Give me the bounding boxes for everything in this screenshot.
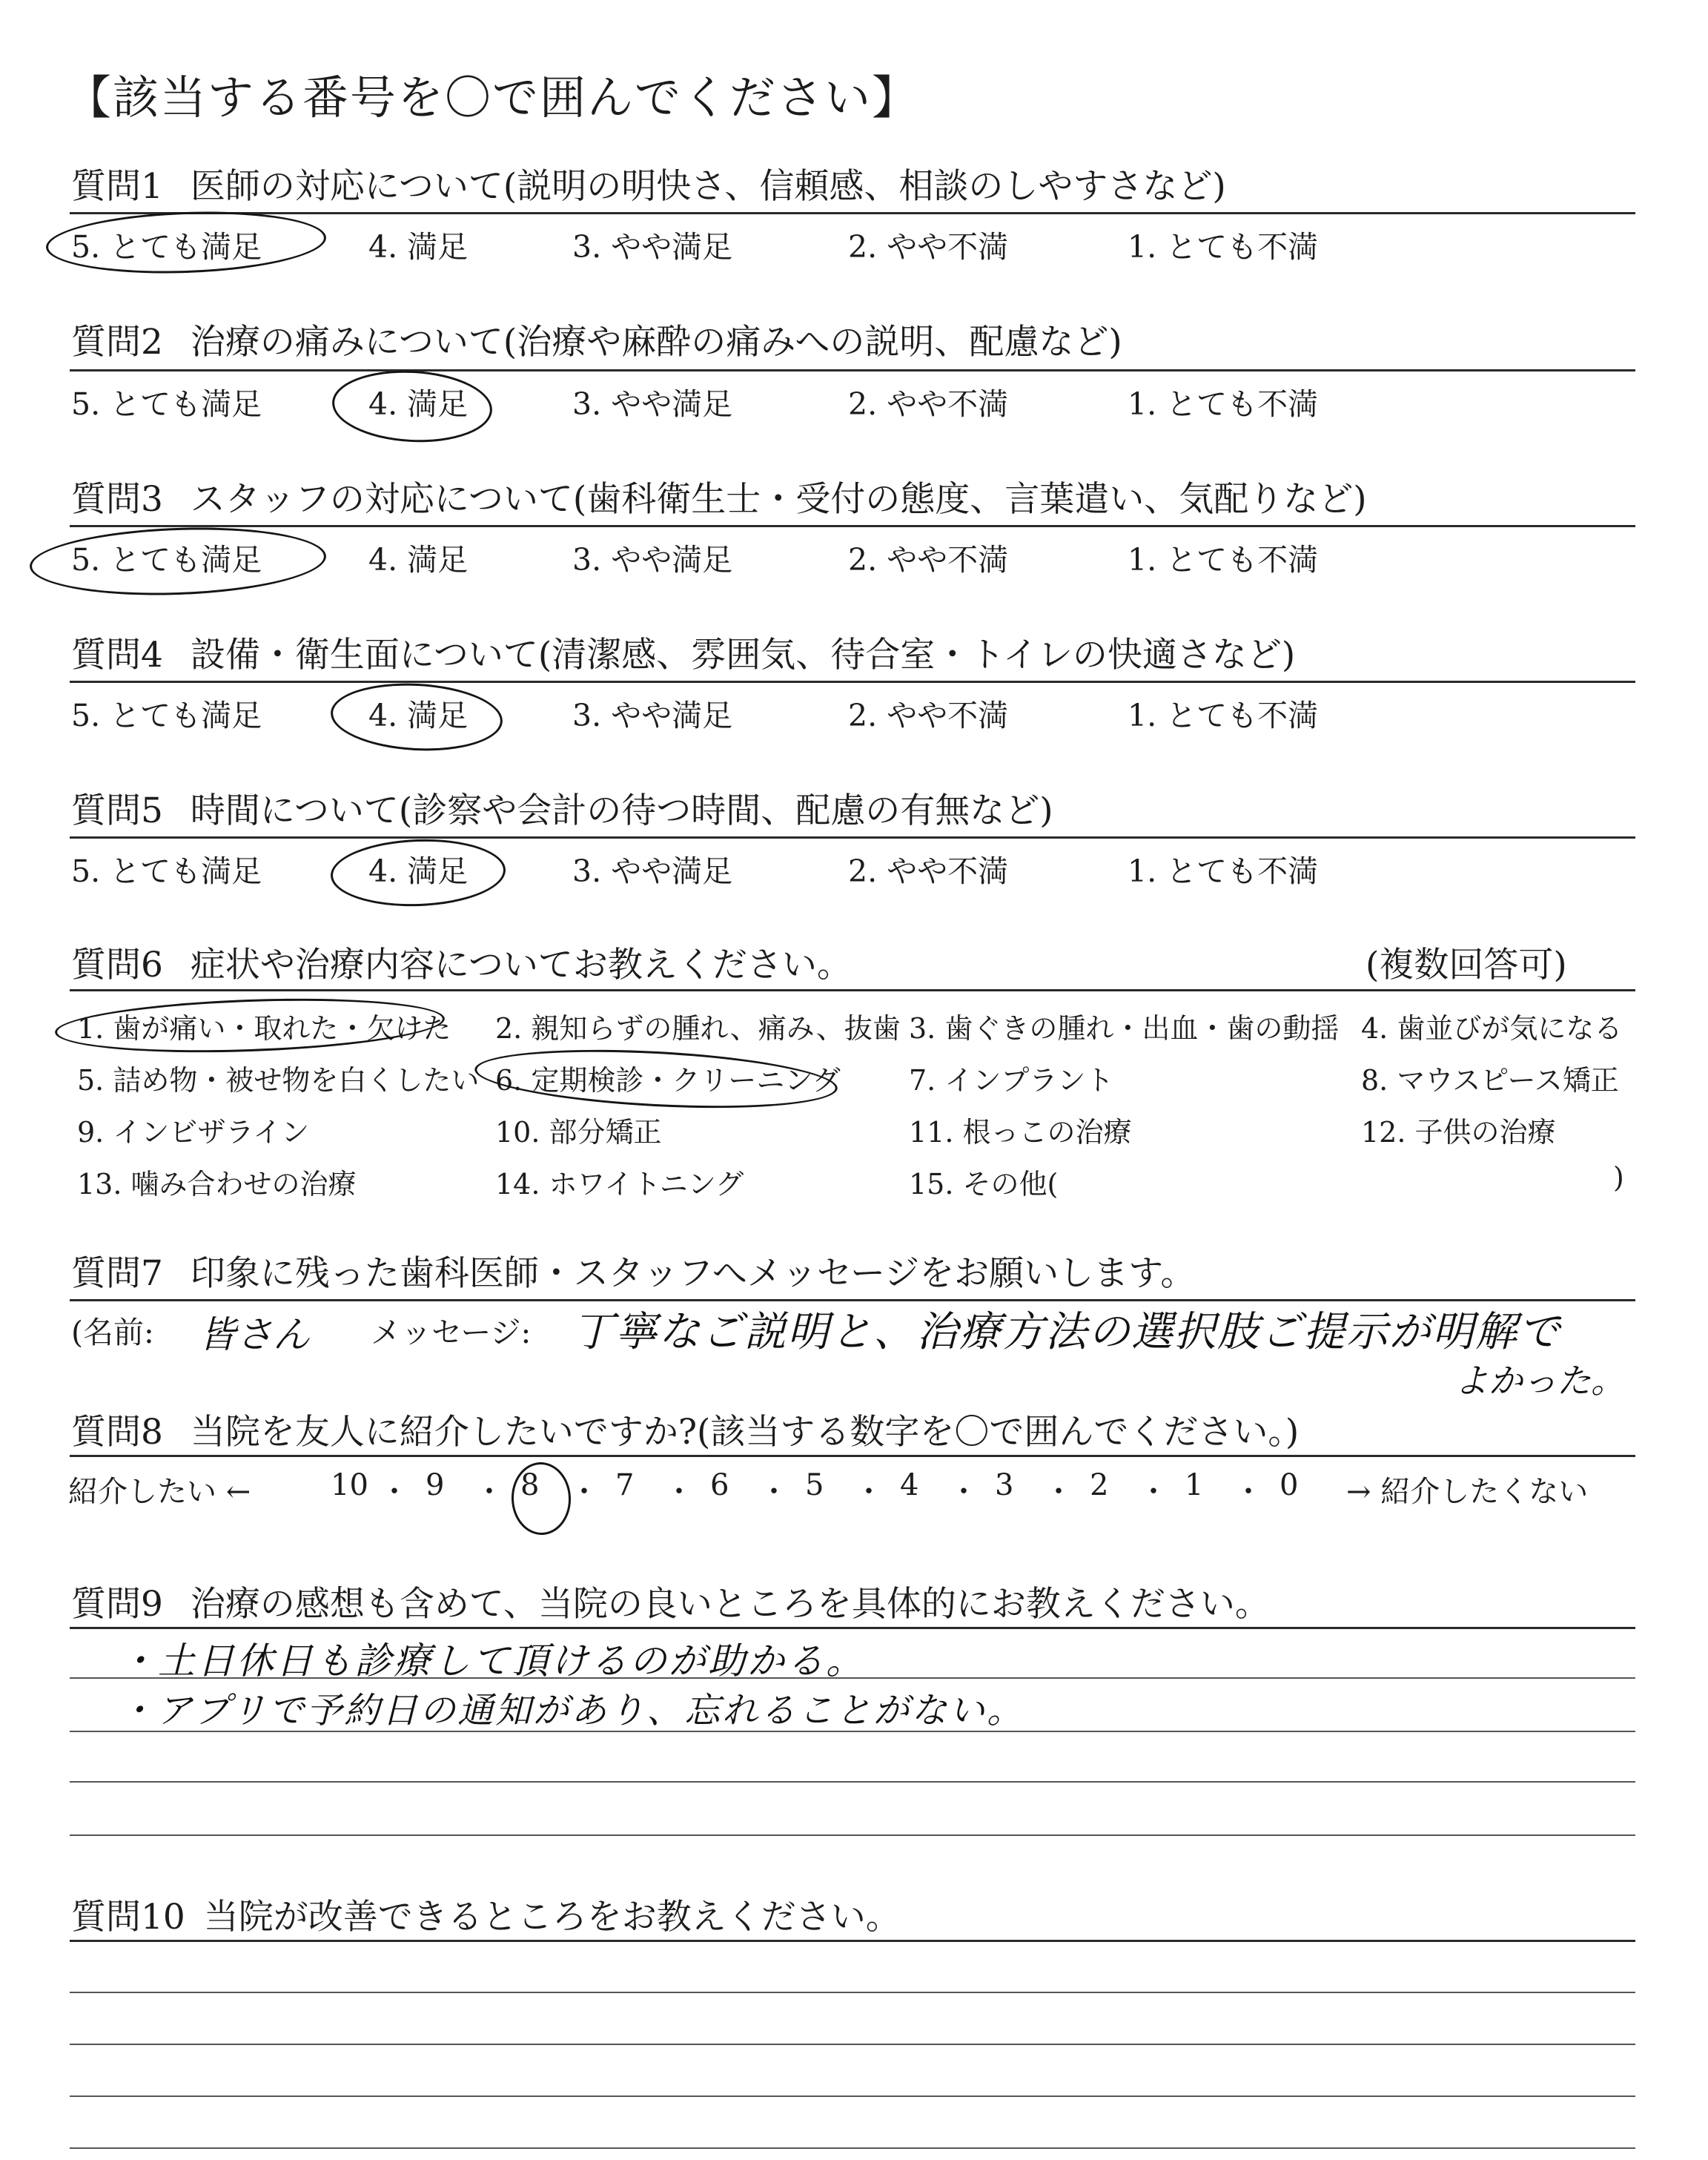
q6-option-14[interactable]: 14. ホワイトニング xyxy=(495,1168,744,1200)
q5-option-1[interactable]: 1. とても不満 xyxy=(1128,853,1319,889)
question-1-divider xyxy=(70,212,1635,214)
q6-option-10[interactable]: 10. 部分矯正 xyxy=(495,1116,662,1149)
question-1-label: 質問1 xyxy=(71,166,163,207)
q8-scale-separator: ・ xyxy=(1234,1475,1263,1509)
question-6 xyxy=(71,937,852,987)
question-1-text: 医師の対応について(説明の明快さ、信頼感、相談のしやすさなど) xyxy=(190,166,1226,207)
q8-scale-value-4[interactable]: 4 xyxy=(900,1468,919,1502)
q6-option-8[interactable]: 8. マウスピース矯正 xyxy=(1361,1064,1619,1097)
q8-scale-value-2[interactable]: 2 xyxy=(1090,1468,1109,1502)
q2-option-3[interactable]: 3. やや満足 xyxy=(572,386,733,422)
question-4-text: 設備・衛生面について(清潔感、雰囲気、待合室・トイレの快適さなど) xyxy=(190,635,1296,676)
question-10-label: 質問10 xyxy=(71,1897,185,1938)
question-2-label: 質問2 xyxy=(71,322,163,363)
question-6-note: (複数回答可) xyxy=(1366,945,1567,985)
q8-scale-separator: ・ xyxy=(664,1475,694,1509)
q3-option-4[interactable]: 4. 満足 xyxy=(368,542,469,578)
question-6-divider xyxy=(70,989,1635,991)
q7-message-label: メッセージ: xyxy=(371,1315,532,1350)
question-3-text: スタッフの対応について(歯科衛生士・受付の態度、言葉遣い、気配りなど) xyxy=(190,479,1367,520)
question-4-divider xyxy=(70,681,1635,683)
q8-scale-value-6[interactable]: 6 xyxy=(710,1468,729,1502)
q8-scale-value-7[interactable]: 7 xyxy=(615,1468,635,1502)
question-10-divider xyxy=(70,1940,1635,1942)
q6-option-3[interactable]: 3. 歯ぐきの腫れ・出血・歯の動揺 xyxy=(909,1012,1340,1045)
q1-option-1[interactable]: 1. とても不満 xyxy=(1128,229,1319,265)
q8-left-label: 紹介したい ← xyxy=(68,1475,251,1509)
q6-selection-circle-1 xyxy=(54,993,446,1058)
q1-selection-circle xyxy=(45,207,328,277)
question-5 xyxy=(71,783,1053,833)
question-9-divider xyxy=(70,1627,1635,1629)
question-8-divider xyxy=(70,1455,1635,1457)
q6-option-6[interactable]: 6. 定期検診・クリーニング xyxy=(495,1064,841,1097)
question-8 xyxy=(71,1404,1299,1454)
q9-answer-line-3 xyxy=(70,1781,1635,1783)
q1-option-2[interactable]: 2. やや不満 xyxy=(848,229,1009,265)
q8-scale-value-8[interactable]: 8 xyxy=(520,1468,540,1502)
question-5-label: 質問5 xyxy=(71,790,163,831)
question-3-divider xyxy=(70,525,1635,527)
q8-scale-separator: ・ xyxy=(854,1475,884,1509)
q7-message-line-2[interactable]: よかった。 xyxy=(1454,1361,1625,1401)
q3-option-3[interactable]: 3. やや満足 xyxy=(572,542,733,578)
question-1 xyxy=(71,159,1226,208)
q9-answer-2[interactable]: ・アプリで予約日の通知があり、忘れることがない。 xyxy=(119,1690,1025,1731)
question-7-text: 印象に残った歯科医師・スタッフへメッセージをお願いします。 xyxy=(190,1253,1196,1294)
q8-scale-separator: ・ xyxy=(380,1475,409,1509)
page-title: 【該当する番号を〇で囲んでください】 xyxy=(65,70,920,125)
q5-option-5[interactable]: 5. とても満足 xyxy=(71,853,262,889)
question-6-label: 質問6 xyxy=(71,945,163,985)
q8-scale-separator: ・ xyxy=(569,1475,599,1509)
q6-option-4[interactable]: 4. 歯並びが気になる xyxy=(1361,1012,1623,1045)
q7-message-line-1[interactable]: 丁寧なご説明と、治療方法の選択肢ご提示が明解で xyxy=(572,1308,1561,1356)
q4-option-1[interactable]: 1. とても不満 xyxy=(1128,698,1319,733)
q3-option-1[interactable]: 1. とても不満 xyxy=(1128,542,1319,578)
q3-selection-circle xyxy=(29,523,328,600)
q8-scale-value-5[interactable]: 5 xyxy=(805,1468,824,1502)
q9-answer-line-4 xyxy=(70,1834,1635,1836)
q8-scale-separator: ・ xyxy=(759,1475,789,1509)
q3-option-2[interactable]: 2. やや不満 xyxy=(848,542,1009,578)
question-2-text: 治療の痛みについて(治療や麻酔の痛みへの説明、配慮など) xyxy=(190,322,1122,363)
q8-scale-value-1[interactable]: 1 xyxy=(1185,1468,1204,1502)
question-9 xyxy=(71,1576,1270,1626)
question-7 xyxy=(71,1246,1195,1295)
q7-name-value[interactable]: 皆さん xyxy=(199,1313,310,1356)
q4-option-3[interactable]: 3. やや満足 xyxy=(572,698,733,733)
q10-answer-line-2 xyxy=(70,2044,1635,2045)
q4-option-5[interactable]: 5. とても満足 xyxy=(71,698,262,733)
question-4-label: 質問4 xyxy=(71,635,163,676)
q8-selection-circle xyxy=(510,1462,572,1536)
question-2 xyxy=(71,314,1122,364)
q4-option-4[interactable]: 4. 満足 xyxy=(368,698,469,733)
q4-selection-circle xyxy=(329,679,504,755)
question-10 xyxy=(71,1889,901,1939)
question-3-label: 質問3 xyxy=(71,479,163,520)
q2-selection-circle xyxy=(331,366,494,446)
q6-option-11[interactable]: 11. 根っこの治療 xyxy=(909,1116,1132,1149)
question-9-text: 治療の感想も含めて、当院の良いところを具体的にお教えください。 xyxy=(190,1584,1270,1625)
q6-option-12[interactable]: 12. 子供の治療 xyxy=(1361,1116,1556,1149)
question-3 xyxy=(71,472,1367,521)
q6-option-1[interactable]: 1. 歯が痛い・取れた・欠けた xyxy=(77,1012,451,1045)
question-2-divider xyxy=(70,369,1635,371)
q3-option-5[interactable]: 5. とても満足 xyxy=(71,542,262,578)
q2-option-4[interactable]: 4. 満足 xyxy=(368,386,469,422)
q8-right-label: → 紹介したくない xyxy=(1346,1475,1589,1509)
question-4 xyxy=(71,627,1295,677)
q5-option-2[interactable]: 2. やや不満 xyxy=(848,853,1009,889)
q6-option-15[interactable]: 15. その他( xyxy=(909,1168,1059,1200)
q5-option-3[interactable]: 3. やや満足 xyxy=(572,853,733,889)
q8-scale-value-10[interactable]: 10 xyxy=(331,1468,368,1502)
q8-scale-separator: ・ xyxy=(474,1475,504,1509)
q6-option-13[interactable]: 13. 噛み合わせの治療 xyxy=(77,1168,357,1200)
q6-option-15-close: ) xyxy=(1613,1161,1624,1194)
q2-option-2[interactable]: 2. やや不満 xyxy=(848,386,1009,422)
q10-answer-line-1 xyxy=(70,1992,1635,1993)
q4-option-2[interactable]: 2. やや不満 xyxy=(848,698,1009,733)
q9-answer-1[interactable]: ・土日休日も診療して頂けるのが助かる。 xyxy=(119,1639,865,1682)
q1-option-5[interactable]: 5. とても満足 xyxy=(71,229,262,265)
q5-option-4[interactable]: 4. 満足 xyxy=(368,853,469,889)
question-5-text: 時間について(診察や会計の待つ時間、配慮の有無など) xyxy=(190,790,1053,831)
q1-option-4[interactable]: 4. 満足 xyxy=(368,229,469,265)
q1-option-3[interactable]: 3. やや満足 xyxy=(572,229,733,265)
q6-option-9[interactable]: 9. インビザライン xyxy=(77,1116,310,1149)
q6-option-2[interactable]: 2. 親知らずの腫れ、痛み、抜歯 xyxy=(495,1012,901,1045)
q8-scale-value-9[interactable]: 9 xyxy=(426,1468,445,1502)
q6-option-5[interactable]: 5. 詰め物・被せ物を白くしたい xyxy=(77,1064,480,1097)
question-5-divider xyxy=(70,836,1635,839)
q10-answer-line-3 xyxy=(70,2095,1635,2097)
question-7-label: 質問7 xyxy=(71,1253,163,1294)
q8-scale-value-0[interactable]: 0 xyxy=(1280,1468,1299,1502)
question-9-label: 質問9 xyxy=(71,1584,163,1625)
question-10-text: 当院が改善できるところをお教えください。 xyxy=(203,1897,901,1938)
q7-name-label: (名前: xyxy=(71,1315,154,1350)
question-6-text: 症状や治療内容についてお教えください。 xyxy=(190,945,852,985)
q2-option-5[interactable]: 5. とても満足 xyxy=(71,386,262,422)
q10-answer-line-4 xyxy=(70,2147,1635,2149)
q6-selection-circle-6 xyxy=(473,1042,838,1116)
question-8-label: 質問8 xyxy=(71,1412,163,1453)
question-8-text: 当院を友人に紹介したいですか?(該当する数字を〇で囲んでください。) xyxy=(190,1412,1300,1453)
q6-option-7[interactable]: 7. インプラント xyxy=(909,1064,1114,1097)
q8-scale-separator: ・ xyxy=(949,1475,979,1509)
q8-scale-value-3[interactable]: 3 xyxy=(995,1468,1014,1502)
q8-scale-separator: ・ xyxy=(1044,1475,1073,1509)
q8-scale-separator: ・ xyxy=(1139,1475,1168,1509)
q5-selection-circle xyxy=(330,836,507,909)
q2-option-1[interactable]: 1. とても不満 xyxy=(1128,386,1319,422)
